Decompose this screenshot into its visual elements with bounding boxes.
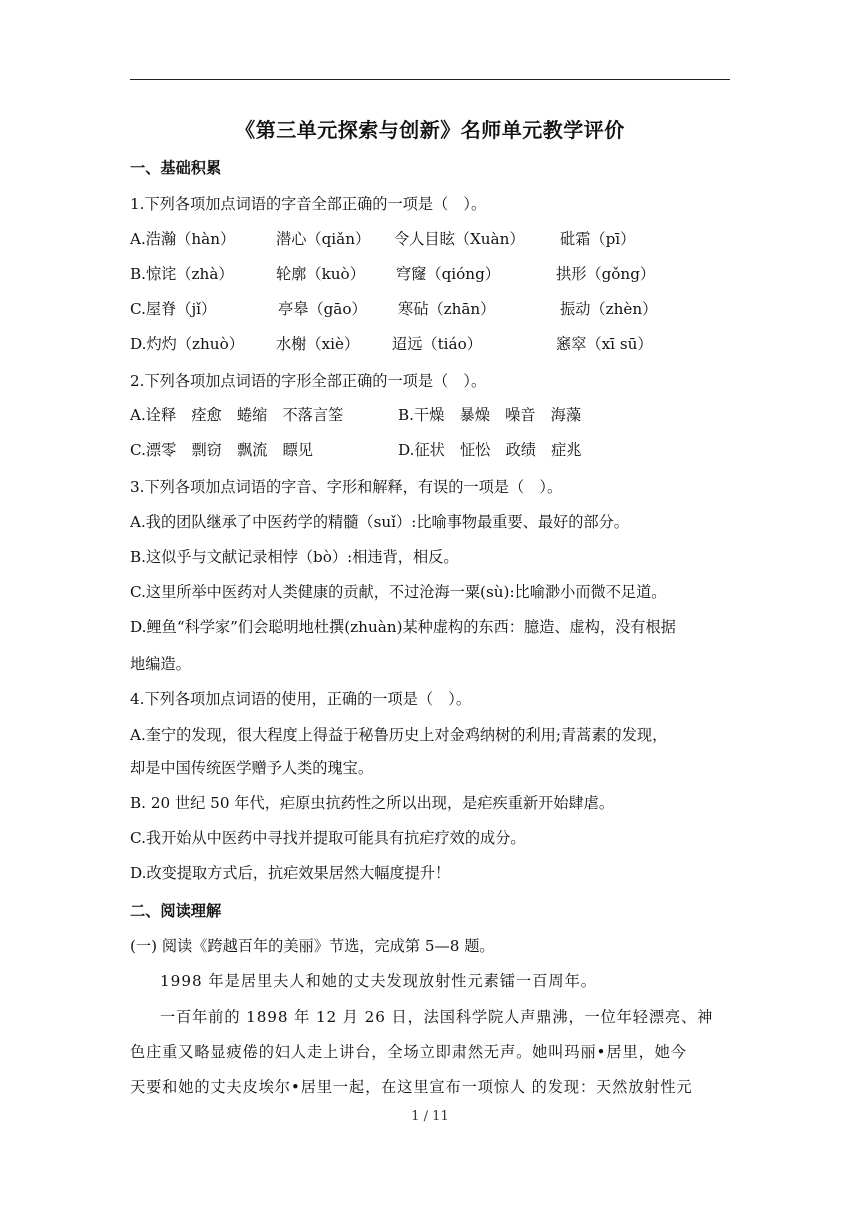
reading-paragraph-cont: 天要和她的丈夫皮埃尔•居里一起，在这里宣布一项惊人 的发现：天然放射性元 bbox=[130, 1078, 693, 1096]
q1-option: B.惊诧（zhà） bbox=[130, 265, 234, 283]
reading-paragraph: 1998 年是居里夫人和她的丈夫发现放射性元素镭一百周年。 bbox=[160, 972, 597, 990]
q4-option-b: B. 20 世纪 50 年代，疟原虫抗药性之所以出现，是疟疾重新开始肆虐。 bbox=[130, 794, 615, 812]
reading-intro: (一) 阅读《跨越百年的美丽》节选，完成第 5—8 题。 bbox=[130, 937, 495, 955]
page-number: 1 / 11 bbox=[411, 1109, 449, 1124]
q4-option-a-cont: 却是中国传统医学赠予人类的瑰宝。 bbox=[130, 759, 373, 777]
q1-option: D.灼灼（zhuò） bbox=[130, 335, 244, 353]
q1-option: C.屋脊（jǐ） bbox=[130, 300, 217, 318]
section-heading-basics: 一、基础积累 bbox=[130, 159, 222, 177]
q3-option-a: A.我的团队继承了中医药学的精髓（suǐ）:比喻事物最重要、最好的部分。 bbox=[130, 513, 629, 531]
q1-option: 水榭（xiè） bbox=[276, 335, 360, 353]
q3-option-d-cont: 地编造。 bbox=[130, 655, 191, 673]
q1-option: 穹窿（qióng） bbox=[396, 265, 500, 283]
q2-option: B.干燥 暴燥 噪音 海藻 bbox=[398, 406, 582, 424]
q4-option-c: C.我开始从中医药中寻找并提取可能具有抗疟疗效的成分。 bbox=[130, 829, 526, 847]
q1-option: 寒砧（zhān） bbox=[398, 300, 496, 318]
q4-stem: 4.下列各项加点词语的使用，正确的一项是（ ）。 bbox=[130, 690, 472, 708]
q1-option: 拱形（gǒng） bbox=[556, 265, 656, 283]
q1-option: 轮廓（kuò） bbox=[276, 265, 365, 283]
q2-option: C.漂零 剽窃 飘流 瞟见 bbox=[130, 441, 313, 459]
q3-option-d: D.鲤鱼“科学家”们会聪明地杜撰(zhuàn)某种虚构的东西：臆造、虚构，没有根据 bbox=[130, 618, 676, 636]
q1-option: 亭皋（gāo） bbox=[278, 300, 367, 318]
q2-option: D.征状 怔忪 政绩 症兆 bbox=[398, 441, 582, 459]
section-heading-reading: 二、阅读理解 bbox=[130, 902, 222, 920]
page-title: 《第三单元探索与创新》名师单元教学评价 bbox=[235, 118, 625, 142]
q1-option: 窸窣（xī sū） bbox=[556, 335, 653, 353]
q4-option-d: D.改变提取方式后，抗疟效果居然大幅度提升！ bbox=[130, 864, 451, 882]
q2-option: A.诠释 痊愈 蜷缩 不落言筌 bbox=[130, 406, 344, 424]
reading-paragraph-cont: 色庄重又略显疲倦的妇人走上讲台，全场立即肃然无声。她叫玛丽•居里，她今 bbox=[130, 1043, 687, 1061]
q1-option: 令人目眩（Xuàn） bbox=[394, 230, 525, 248]
q3-option-c: C.这里所举中医药对人类健康的贡献，不过沧海一粟(sù):比喻渺小而微不足道。 bbox=[130, 583, 667, 601]
q3-stem: 3.下列各项加点词语的字音、字形和解释，有误的一项是（ ）。 bbox=[130, 478, 563, 496]
q1-stem: 1.下列各项加点词语的字音全部正确的一项是（ ）。 bbox=[130, 195, 487, 213]
q1-option: 迢远（tiáo） bbox=[392, 335, 482, 353]
q2-stem: 2.下列各项加点词语的字形全部正确的一项是（ ）。 bbox=[130, 372, 487, 390]
header-rule bbox=[130, 79, 730, 80]
q4-option-a: A.奎宁的发现，很大程度上得益于秘鲁历史上对金鸡纳树的利用;青蒿素的发现， bbox=[130, 726, 668, 744]
q3-option-b: B.这似乎与文献记录相悖（bò）:相违背，相反。 bbox=[130, 548, 459, 566]
q1-option: 潜心（qiǎn） bbox=[276, 230, 371, 248]
q1-option: 振动（zhèn） bbox=[560, 300, 658, 318]
q1-option: A.浩瀚（hàn） bbox=[130, 230, 236, 248]
reading-paragraph: 一百年前的 1898 年 12 月 26 日，法国科学院人声鼎沸，一位年轻漂亮、神 bbox=[160, 1008, 714, 1026]
q1-option: 砒霜（pī） bbox=[560, 230, 636, 248]
